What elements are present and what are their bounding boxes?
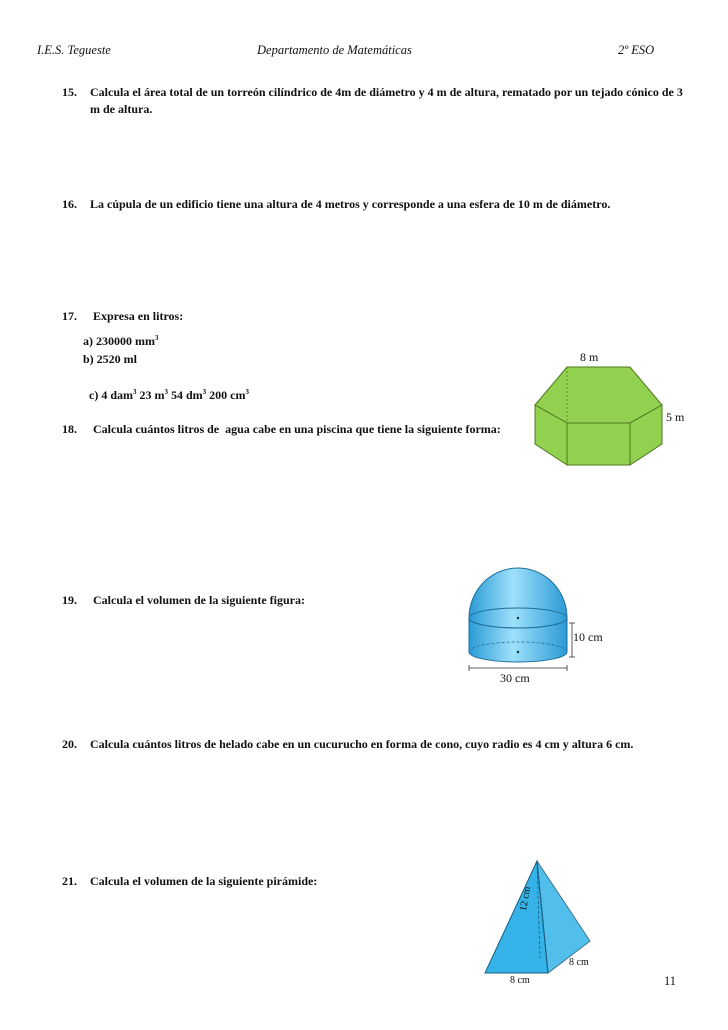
exponent: 3 [155, 334, 159, 342]
question-number: 20. [62, 737, 77, 751]
question-number: 17. [62, 309, 77, 323]
question-number: 18. [62, 422, 77, 436]
exponent: 3 [164, 388, 168, 396]
q17-item-a [83, 334, 159, 349]
q17-item-c-part: c) 4 dam [89, 388, 133, 402]
exponent: 3 [245, 388, 249, 396]
question-text: Calcula el área total de un torreón cilíndrico de 4m de diámetro y 4 m de altura, rematado por un tejado cónico de 3 m de altura. [90, 85, 683, 116]
prism-side-label: 5 m [666, 410, 685, 424]
prism-front-face [567, 423, 630, 465]
exponent: 3 [133, 388, 137, 396]
question-number: 19. [62, 593, 77, 607]
hexagonal-prism-figure [520, 362, 670, 470]
center-point [517, 617, 519, 619]
q17-item-c [83, 373, 249, 403]
center-point [517, 651, 519, 653]
exponent: 3 [202, 388, 207, 396]
page-number: 11 [664, 974, 677, 988]
q17-item-b-text: b) 2520 ml [83, 352, 137, 366]
pyramid-height-label: 12 cm [518, 885, 534, 912]
question-number: 15. [62, 85, 77, 99]
header-department: Departamento de Matemáticas [257, 43, 412, 57]
question-text: Expresa en litros: [90, 309, 184, 323]
question-text: Calcula cuántos litros de agua cabe en una piscina que tiene la siguiente forma: [90, 422, 501, 436]
prism-top-face [535, 367, 662, 423]
pyramid-base-label: 8 cm [510, 975, 530, 986]
q17-item-a-text: a) 230000 mm [83, 334, 155, 348]
q17-item-c-part: 54 dm [168, 388, 203, 402]
q17-item-b [83, 352, 137, 367]
question-text: Calcula el volumen de la siguiente pirámide: [90, 874, 318, 888]
pyramid-side-label: 8 cm [569, 957, 589, 968]
question-text: Calcula cuántos litros de helado cabe en un cucurucho en forma de cono, cuyo radio es 4 cm y altura 6 cm. [90, 737, 634, 751]
question-number: 16. [62, 197, 77, 211]
question-text: La cúpula de un edificio tiene una altura de 4 metros y corresponde a una esfera de 10 m de diámetro. [90, 197, 611, 211]
prism-top-label: 8 m [580, 350, 599, 364]
question-text: Calcula el volumen de la siguiente figura: [90, 593, 305, 607]
dome-width-label: 30 cm [500, 671, 530, 685]
dome-height-label: 10 cm [573, 630, 603, 644]
header-school: I.E.S. Tegueste [37, 43, 111, 57]
q17-item-c-part: 23 m [136, 388, 165, 402]
dome-cylinder-figure [466, 567, 606, 687]
header-course: 2º ESO [618, 43, 655, 57]
q17-item-c-part: 200 cm [206, 388, 246, 402]
question-number: 21. [62, 874, 77, 888]
